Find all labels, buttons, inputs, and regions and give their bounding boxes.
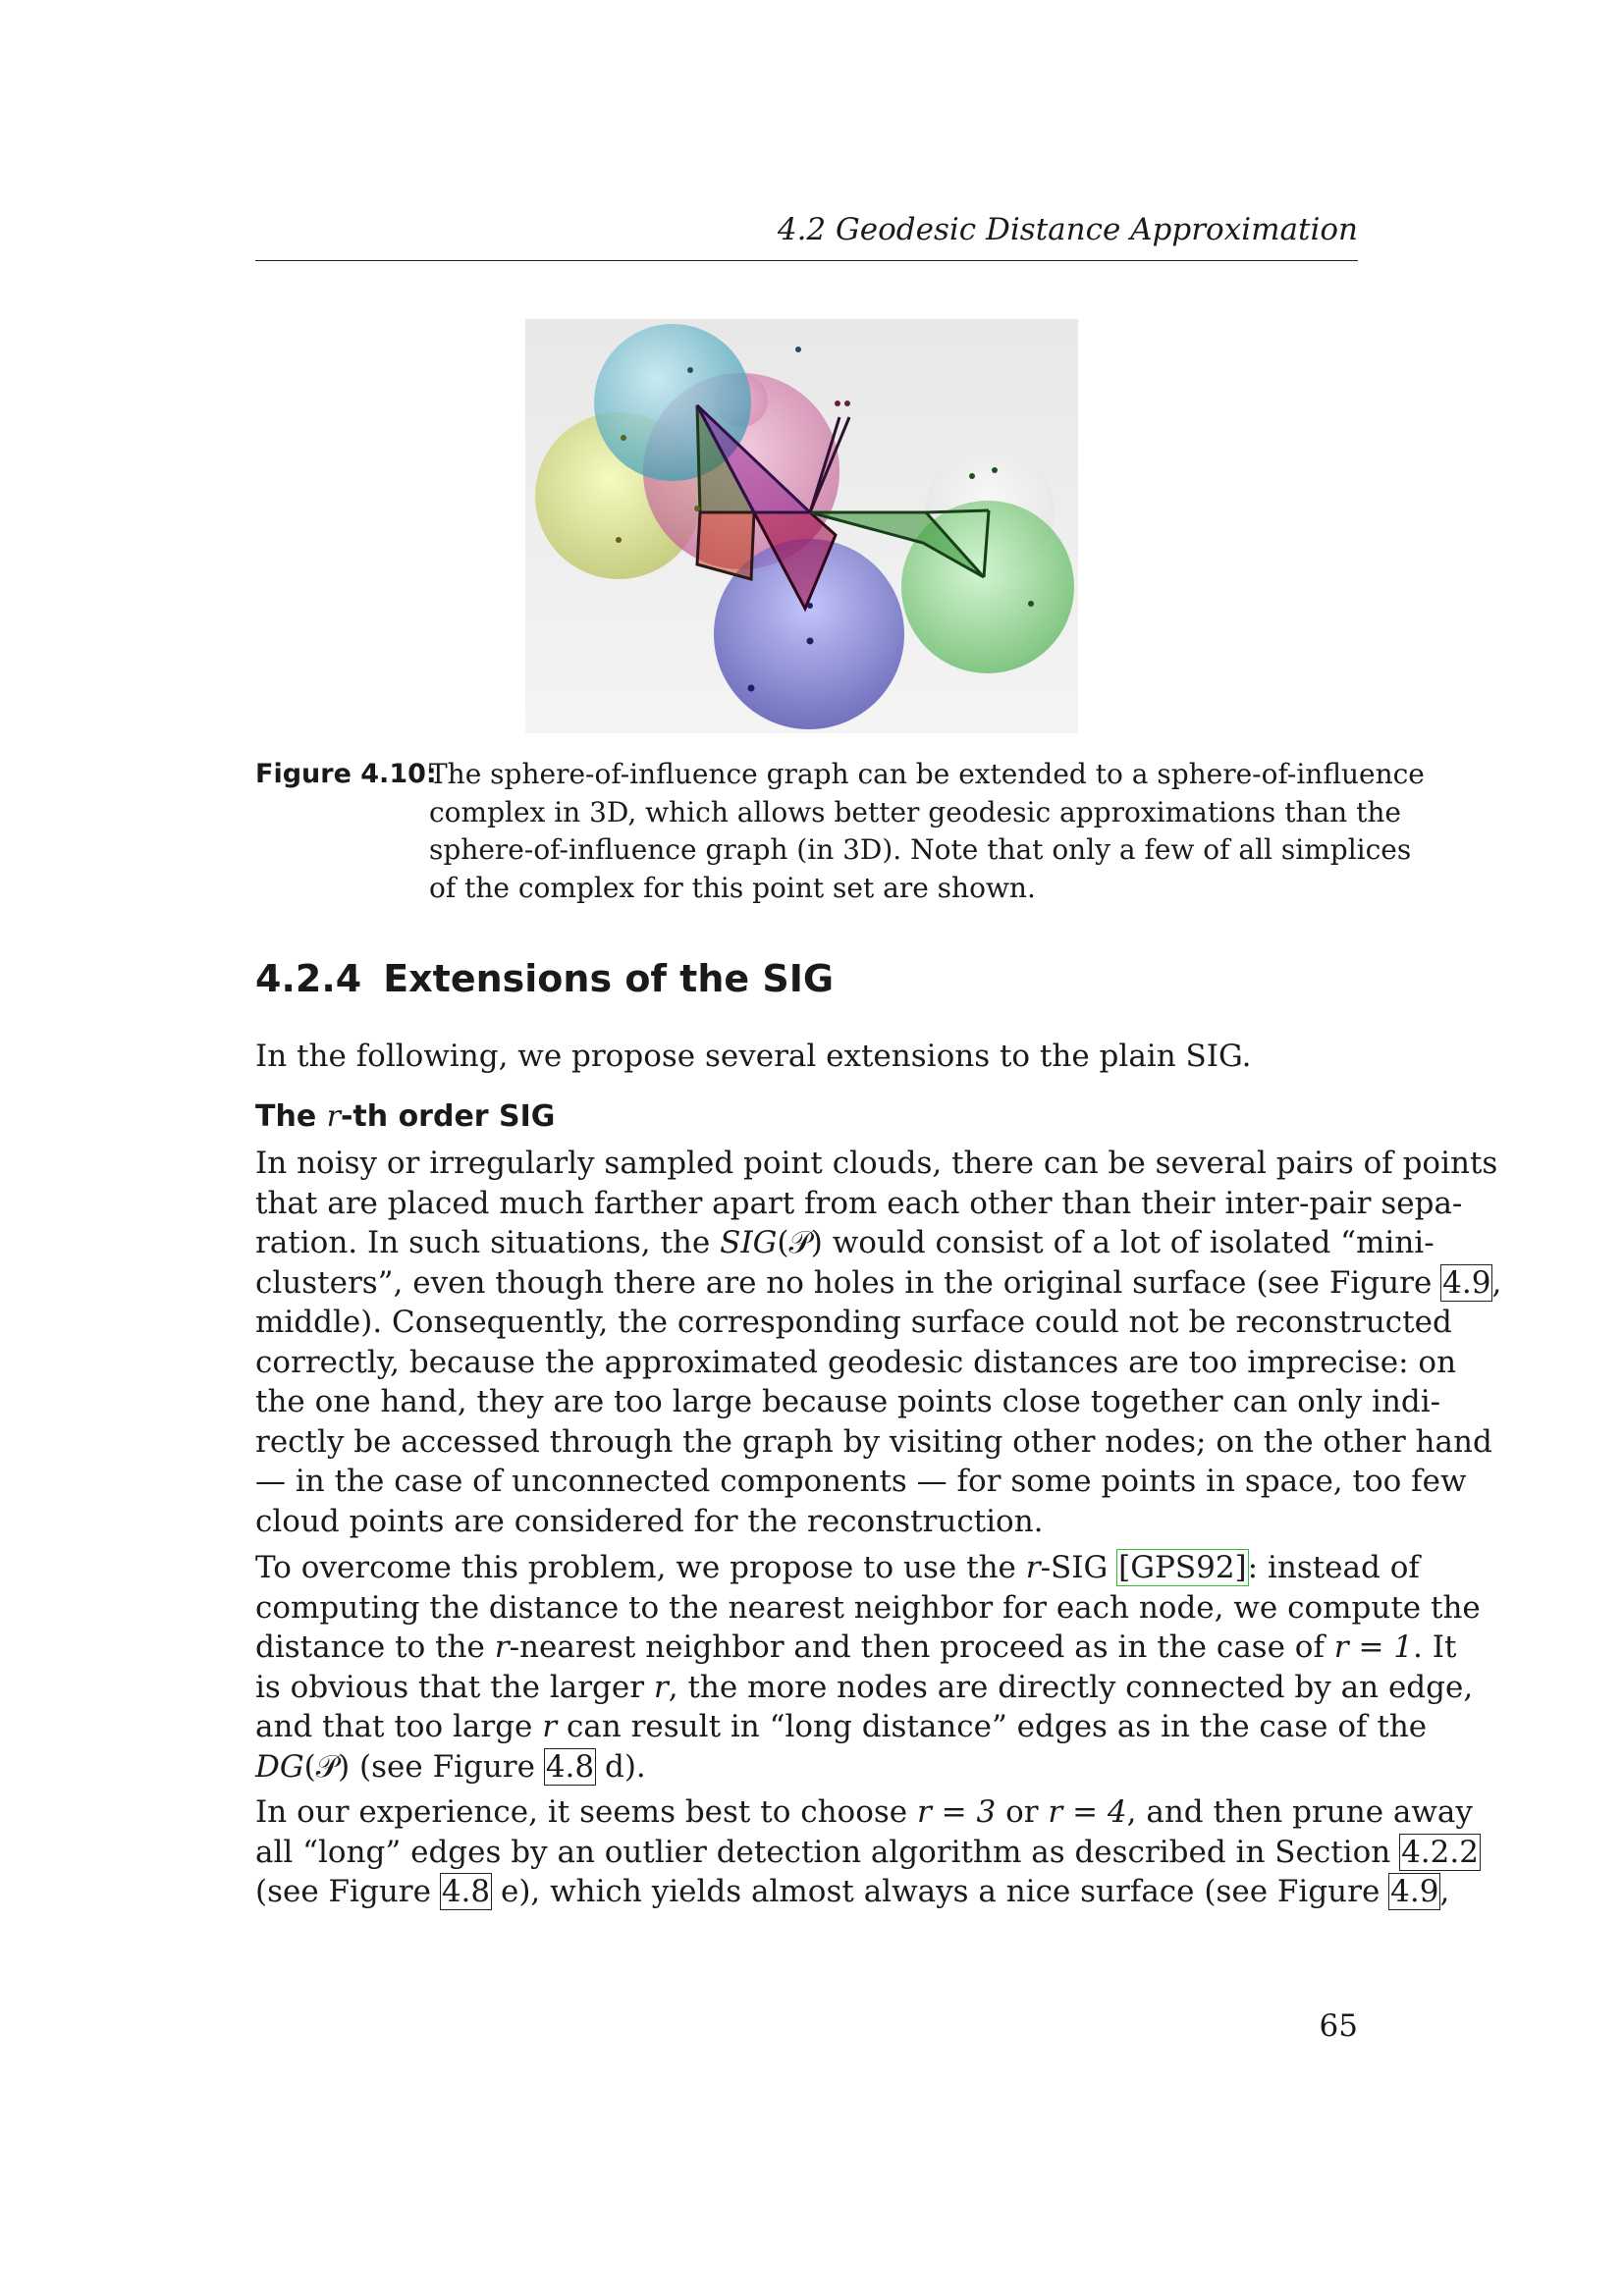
point: [1028, 601, 1034, 607]
section-number: 4.2.4: [255, 957, 362, 1000]
text-segment: ration. In such situations, the: [255, 1225, 721, 1260]
text-segment: : instead of: [1247, 1550, 1420, 1585]
point: [807, 638, 814, 645]
point: [969, 473, 975, 479]
caption-text: [429, 756, 1425, 907]
text-line: In the following, we propose several extensions to the plain SIG.: [255, 1039, 1252, 1074]
subsection-prefix: The: [255, 1099, 327, 1134]
text-line: [255, 1792, 1473, 1833]
math-equation: r = 4: [1048, 1794, 1127, 1830]
math-sig: SIG: [720, 1225, 778, 1260]
text-line: [255, 1872, 1450, 1912]
text-segment: . It: [1413, 1629, 1457, 1665]
citation-gps92[interactable]: [GPS92]: [1118, 1550, 1247, 1585]
math-r: r: [542, 1709, 558, 1744]
running-head: 4.2 Geodesic Distance Approximation: [777, 212, 1358, 247]
point: [694, 506, 700, 511]
section-heading: [255, 957, 834, 1000]
math-equation: r = 1: [1333, 1629, 1414, 1665]
point: [621, 435, 626, 441]
text-segment: is obvious that the larger: [255, 1669, 654, 1705]
text-line: [255, 1223, 1435, 1263]
text-line: [255, 1747, 1358, 1788]
text-line: [255, 1548, 1420, 1588]
text-segment: , and then prune away: [1126, 1794, 1473, 1830]
text-segment: (see Figure: [255, 1874, 441, 1909]
caption-line: complex in 3D, which allows better geodesic approximations than the: [429, 795, 1401, 828]
point: [616, 537, 622, 543]
math-r: r: [494, 1629, 510, 1665]
section-title: Extensions of the SIG: [383, 957, 835, 1000]
text-segment: In our experience, it seems best to choose: [255, 1794, 917, 1830]
math-r: r: [653, 1669, 669, 1705]
text-line: the one hand, they are too large because points close together can only indi-: [255, 1384, 1441, 1419]
subsection-var: r: [326, 1099, 341, 1134]
text-segment: ,: [1439, 1874, 1450, 1909]
text-segment: (𝒫) (see Figure: [303, 1748, 545, 1785]
text-line: that are placed much farther apart from each other than their inter-pair sepa-: [255, 1185, 1463, 1221]
paragraph-3: [255, 1792, 1479, 1912]
text-line: computing the distance to the nearest neighbor for each node, we compute the: [255, 1589, 1481, 1626]
text-segment: -SIG: [1040, 1550, 1118, 1585]
point: [748, 685, 755, 692]
text-segment: clusters”, even though there are no holes in the original surface (see Figure: [255, 1264, 1442, 1301]
text-line: [255, 1263, 1502, 1304]
caption-line: The sphere-of-influence graph can be extended to a sphere-of-influence: [429, 758, 1425, 790]
text-line: cloud points are considered for the reconstruction.: [255, 1503, 1044, 1539]
point: [807, 603, 813, 609]
text-line: rectly be accessed through the graph by visiting other nodes; on the other hand: [255, 1423, 1492, 1460]
subsection-heading: [255, 1099, 555, 1134]
text-line: — in the case of unconnected components — for some points in space, too few: [255, 1464, 1467, 1499]
point: [795, 347, 801, 352]
text-line: [255, 1628, 1457, 1668]
caption-line: of the complex for this point set are shown.: [429, 871, 1036, 904]
figure-ref-4-9[interactable]: 4.9: [1442, 1264, 1491, 1301]
intro-paragraph: [255, 1037, 1358, 1077]
text-line: [255, 1833, 1479, 1873]
sphere-of-influence-complex-render: [525, 319, 1078, 733]
math-equation: r = 3: [916, 1794, 997, 1830]
caption-line: sphere-of-influence graph (in 3D). Note that only a few of all simplices: [429, 833, 1412, 866]
text-line: [255, 1668, 1474, 1708]
figure-ref-4-9[interactable]: 4.9: [1390, 1874, 1439, 1909]
point: [844, 400, 850, 406]
text-segment: (𝒫) would consist of a lot of isolated “mini-: [777, 1225, 1435, 1260]
text-segment: distance to the: [255, 1629, 495, 1665]
text-line: [255, 1707, 1428, 1747]
text-segment: or: [996, 1794, 1049, 1830]
page-number: 65: [1319, 2008, 1358, 2044]
figure-ref-4-8[interactable]: 4.8: [441, 1874, 491, 1909]
point: [687, 367, 693, 373]
edge-3: [926, 510, 989, 512]
figure-4-10-image: [525, 319, 1078, 733]
text-line: In noisy or irregularly sampled point clouds, there can be several pairs of points: [255, 1146, 1498, 1181]
figure-ref-4-8[interactable]: 4.8: [545, 1748, 595, 1785]
text-segment: -nearest neighbor and then proceed as in the case of: [509, 1629, 1334, 1665]
header-rule: [255, 260, 1358, 261]
paragraph-2: [255, 1548, 1481, 1787]
point: [992, 467, 998, 473]
text-segment: , the more nodes are directly connected by an edge,: [668, 1669, 1474, 1705]
text-line: correctly, because the approximated geodesic distances are too imprecise: on: [255, 1344, 1457, 1380]
text-segment: can result in “long distance” edges as in the case of the: [557, 1709, 1428, 1744]
text-segment: ,: [1491, 1264, 1502, 1301]
subsection-suffix: -th order SIG: [340, 1099, 556, 1134]
section-ref-4-2-2[interactable]: 4.2.2: [1401, 1834, 1479, 1870]
text-segment: and that too large: [255, 1709, 543, 1744]
text-segment: e), which yields almost always a nice surface (see Figure: [491, 1874, 1390, 1909]
math-r: r: [1025, 1550, 1041, 1585]
text-segment: To overcome this problem, we propose to use the: [255, 1550, 1026, 1585]
text-segment: d).: [595, 1748, 646, 1785]
math-dg: DG: [255, 1748, 304, 1785]
text-line: middle). Consequently, the corresponding surface could not be reconstructed: [255, 1305, 1452, 1340]
figure-label: Figure 4.10:: [255, 759, 437, 789]
text-segment: all “long” edges by an outlier detection algorithm as described in Section: [255, 1834, 1401, 1870]
paragraph-1: [255, 1144, 1502, 1541]
point: [835, 400, 840, 406]
